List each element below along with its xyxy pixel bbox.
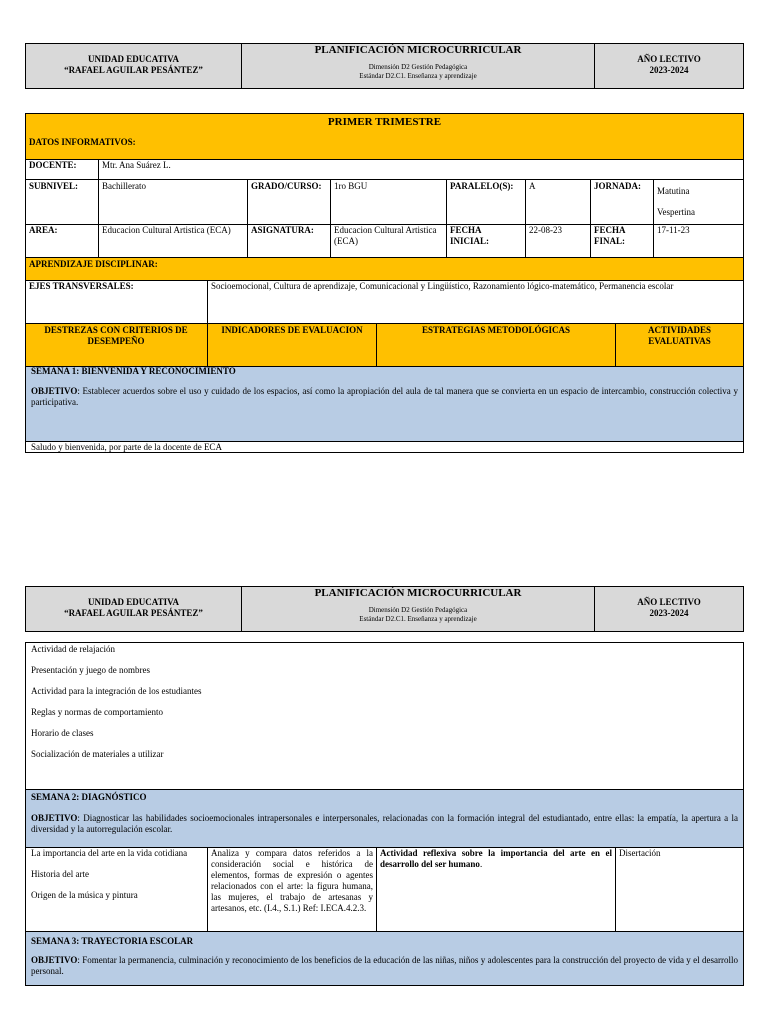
list-item: Reglas y normas de comportamiento: [31, 707, 163, 717]
docente-label: DOCENTE:: [29, 160, 77, 170]
semana1-first-item: Saludo y bienvenida, por parte de la docente de ECA: [31, 442, 222, 452]
school-name: UNIDAD EDUCATIVA “RAFAEL AGUILAR PESÁNTEZ”: [64, 597, 203, 618]
school-year: AÑO LECTIVO 2023-2024: [637, 54, 701, 75]
semana1-objetivo: OBJETIVO: Establecer acuerdos sobre el uso y cuidado de los espacios, así como la apropiación del aula de tal manera que se convierta en un espacio de intercambio, construcción colectiva y participativa.: [31, 386, 738, 407]
list-item: La importancia del arte en la vida cotidiana: [31, 848, 188, 858]
list-item: Historia del arte: [31, 869, 89, 879]
list-item: Socialización de materiales a utilizar: [31, 749, 164, 759]
fecha-inicial-value: 22-08-23: [529, 225, 562, 235]
jornada-value: Matutina Vespertina: [657, 186, 695, 217]
area-value: Educacion Cultural Artistica (ECA): [102, 225, 231, 235]
grado-label: GRADO/CURSO:: [251, 181, 322, 191]
list-item: Presentación y juego de nombres: [31, 665, 150, 675]
paralelo-label: PARALELO(S):: [450, 181, 514, 191]
semana2-actividad: Disertación: [619, 848, 661, 858]
school-name: UNIDAD EDUCATIVA “RAFAEL AGUILAR PESÁNTEZ”: [64, 54, 203, 75]
fecha-final-value: 17-11-23: [657, 225, 690, 235]
semana2-indicador: Analiza y compara datos referidos a la consideración social e histórica de elementos, formas de expresión o agentes relacionados con el arte: la figura humana, las mujeres, el trabajo de artesanas y artesanos, etc. (I.4., S.1.) Ref: I.ECA.4.2.3.: [211, 848, 373, 913]
list-item: Actividad de relajación: [31, 644, 115, 654]
document-title: PLANIFICACIÓN MICROCURRICULAR Dimensión D2 Gestión Pedagógica Estándar D2.C1. Enseñanza y aprendizaje: [314, 587, 522, 623]
col-indicadores: INDICADORES DE EVALUACION: [221, 325, 363, 335]
aprendizaje-disciplinar: APRENDIZAJE DISCIPLINAR:: [26, 258, 743, 280]
school-year: AÑO LECTIVO 2023-2024: [637, 597, 701, 618]
subnivel-label: SUBNIVEL:: [29, 181, 79, 191]
jornada-label: JORNADA:: [594, 181, 641, 191]
col-actividades: ACTIVIDADES EVALUATIVAS: [647, 325, 711, 346]
grado-value: 1ro BGU: [334, 181, 368, 191]
asignatura-label: ASIGNATURA:: [251, 225, 314, 235]
fecha-final-label: FECHA FINAL:: [594, 225, 626, 246]
semana2-title: SEMANA 2: DIAGNÓSTICO: [31, 792, 147, 802]
semana1-title: SEMANA 1: BIENVENIDA Y RECONOCIMIENTO: [31, 366, 236, 376]
area-label: AREA:: [29, 225, 58, 235]
main-table: [25, 113, 744, 453]
header-box-1: [25, 43, 744, 89]
subnivel-value: Bachillerato: [102, 181, 146, 191]
datos-informativos: DATOS INFORMATIVOS:: [26, 136, 743, 159]
list-item: Actividad para la integración de los estudiantes: [31, 686, 202, 696]
semana3-objetivo: OBJETIVO: Fomentar la permanencia, culminación y reconocimiento de los beneficios de la educación de las niñas, niños y adolescentes para la construcción del proyecto de vida y el desarrollo personal.: [31, 955, 738, 976]
docente-value: Mtr. Ana Suárez L.: [102, 160, 171, 170]
list-item: Origen de la música y pintura: [31, 890, 138, 900]
list-item: Horario de clases: [31, 728, 94, 738]
fecha-inicial-label: FECHA INICIAL:: [450, 225, 490, 246]
semana2-destrezas: [28, 847, 206, 902]
semana2-objetivo: OBJETIVO: Diagnosticar las habilidades socioemocionales intrapersonales e interpersonales, relacionadas con la formación integral del estudiantado, entre ellas: la empatía, la apertura a la diversidad y la autorregulación escolar.: [31, 813, 738, 834]
semana3-title: SEMANA 3: TRAYECTORIA ESCOLAR: [31, 936, 194, 946]
ejes-value: Socioemocional, Cultura de aprendizaje, Comunicacional y Lingüístico, Razonamiento lógico-matemático, Permanencia escolar: [211, 281, 674, 291]
header-box-2: [25, 586, 744, 632]
continuation-table: [25, 642, 744, 986]
trimester-title: PRIMER TRIMESTRE: [26, 114, 743, 136]
ejes-label: EJES TRANSVERSALES:: [29, 281, 134, 291]
col-estrategias: ESTRATEGIAS METODOLÓGICAS: [422, 325, 570, 335]
document-title: PLANIFICACIÓN MICROCURRICULAR Dimensión D2 Gestión Pedagógica Estándar D2.C1. Enseñanza y aprendizaje: [314, 44, 522, 80]
paralelo-value: A: [529, 181, 536, 191]
asignatura-value: Educacion Cultural Artistica (ECA): [334, 225, 437, 246]
semana2-estrategia: Actividad reflexiva sobre la importancia del arte en el desarrollo del ser humano.: [380, 848, 612, 869]
col-destrezas: DESTREZAS CON CRITERIOS DE DESEMPEÑO: [44, 325, 188, 346]
